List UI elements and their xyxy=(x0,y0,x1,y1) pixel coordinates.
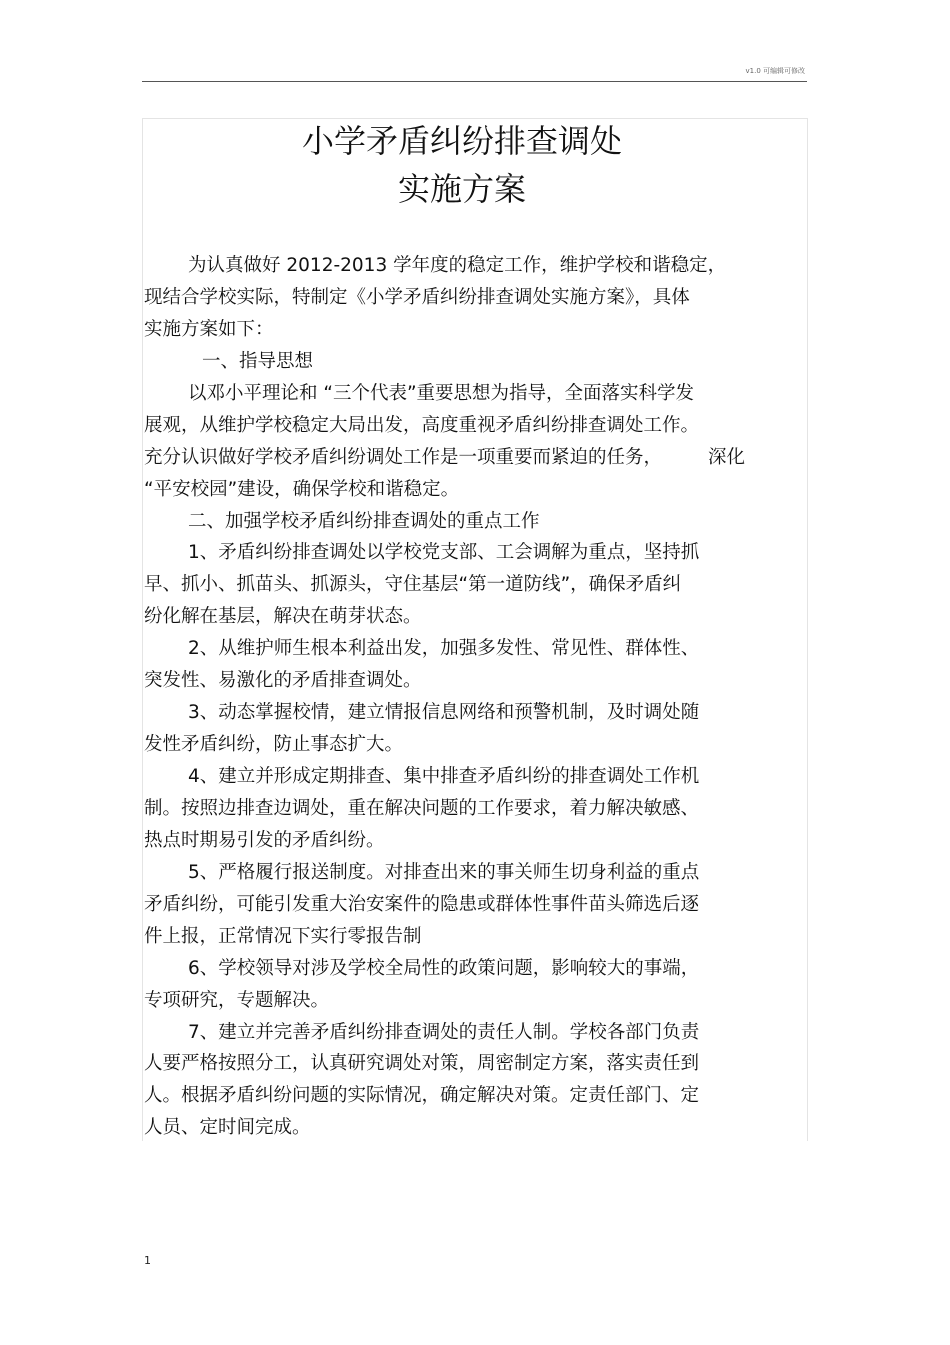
paragraph-line: 件上报，正常情况下实行零报告制 xyxy=(144,925,422,947)
paragraph-line: 人员、定时间完成。 xyxy=(144,1117,311,1139)
paragraph-line: 突发性、易激化的矛盾排查调处。 xyxy=(144,670,422,692)
paragraph-line: 制。按照边排查边调处，重在解决问题的工作要求，着力解决敏感、 xyxy=(144,797,700,819)
paragraph-line: 矛盾纠纷，可能引发重大治安案件的隐患或群体性事件苗头筛选后逐 xyxy=(144,893,700,915)
paragraph-line: 以邓小平理论和 “三个代表”重要思想为指导，全面落实科学发 xyxy=(188,382,695,404)
page-number: 1 xyxy=(144,1254,151,1267)
paragraph-line: 人。根据矛盾纠纷问题的实际情况，确定解决对策。定责任部门、定 xyxy=(144,1085,700,1107)
header-divider xyxy=(142,81,807,82)
document-title-line2: 实施方案 xyxy=(397,170,526,208)
paragraph-line: 展观，从维护学校稳定大局出发，高度重视矛盾纠纷排查调处工作。 xyxy=(144,414,700,436)
paragraph-line: 人要严格按照分工，认真研究调处对策，周密制定方案，落实责任到 xyxy=(144,1053,700,1075)
section-heading: 一、指导思想 xyxy=(202,350,314,372)
document-body xyxy=(144,250,808,1144)
paragraph-line: 2、从维护师生根本利益出发，加强多发性、常见性、群体性、 xyxy=(188,638,700,660)
document-title-line1: 小学矛盾纠纷排查调处 xyxy=(301,122,622,160)
paragraph-line: 6、学校领导对涉及学校全局性的政策问题，影响较大的事端， xyxy=(188,957,700,979)
paragraph-line: 7、建立并完善矛盾纠纷排查调处的责任人制。学校各部门负责 xyxy=(188,1021,700,1043)
paragraph-line: 早、抓小、抓苗头、抓源头，守住基层“第一道防线”，确保矛盾纠 xyxy=(144,574,682,596)
paragraph-segment: 深化 xyxy=(708,446,746,468)
paragraph-line: 实施方案如下： xyxy=(144,318,274,340)
paragraph-line: “平安校园”建设，确保学校和谐稳定。 xyxy=(144,478,460,500)
paragraph-line: 专项研究，专题解决。 xyxy=(144,989,330,1011)
paragraph-line: 4、建立并形成定期排查、集中排查矛盾纠纷的排查调处工作机 xyxy=(188,766,700,787)
paragraph-line: 热点时期易引发的矛盾纠纷。 xyxy=(144,829,385,851)
paragraph-line: 现结合学校实际，特制定《小学矛盾纠纷排查调处实施方案》，具体 xyxy=(144,286,690,308)
paragraph-line: 为认真做好 2012-2013 学年度的稳定工作，维护学校和谐稳定， xyxy=(188,255,727,276)
paragraph-line: 纷化解在基层，解决在萌芽状态。 xyxy=(144,606,422,628)
paragraph-line: 5、严格履行报送制度。对排查出来的事关师生切身利益的重点 xyxy=(188,861,700,883)
paragraph-line: 1、矛盾纠纷排查调处以学校党支部、工会调解为重点，坚持抓 xyxy=(188,542,700,564)
version-note: v1.0 可编辑可修改 xyxy=(745,67,805,75)
section-heading: 二、加强学校矛盾纠纷排查调处的重点工作 xyxy=(188,510,540,532)
paragraph-line: 发性矛盾纠纷，防止事态扩大。 xyxy=(144,734,404,756)
paragraph-segment: 充分认识做好学校矛盾纠纷调处工作是一项重要而紧迫的任务， xyxy=(144,446,663,468)
paragraph-line: 3、动态掌握校情，建立情报信息网络和预警机制，及时调处随 xyxy=(188,702,700,724)
paragraph-line xyxy=(144,442,808,474)
